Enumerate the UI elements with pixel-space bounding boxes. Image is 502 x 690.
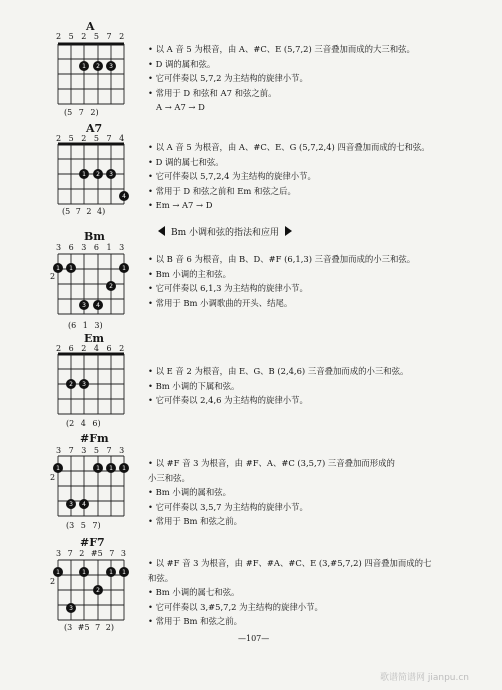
chord-description: • 以 B 音 6 为根音，由 B、D、#F (6,1,3) 三音叠加而成的小三和弦。 • Bm 小调的主和弦。 • 它可伴奏以 6,1,3 为主结构的旋律小节。 • 常用于 Bm 小调歌曲的开头、结尾。 bbox=[148, 254, 416, 308]
chord-name: Bm bbox=[84, 230, 105, 243]
left-triangle-icon bbox=[158, 226, 165, 236]
chord-tones: (5 7 2) bbox=[64, 108, 99, 117]
chord-tones: (2 4 6) bbox=[66, 419, 101, 428]
svg-text:1: 1 bbox=[82, 171, 86, 178]
right-triangle-icon bbox=[285, 226, 292, 236]
fret-number: 2 bbox=[50, 577, 56, 586]
chord-description: • 以 A 音 5 为根音，由 A、#C、E、G (5,7,2,4) 四音叠加而成的七和弦。 • D 调的属七和弦。 • 它可伴奏以 5,7,2,4 为主结构的旋律小节。 • 常用于 D 和弦之前和 Em 和弦之后。 • Em → A7 → D bbox=[148, 142, 430, 210]
chord-name: #Fm bbox=[80, 432, 109, 445]
svg-text:3: 3 bbox=[82, 302, 86, 309]
svg-text:1: 1 bbox=[109, 465, 113, 472]
svg-text:4: 4 bbox=[122, 193, 126, 200]
top-notes: 3 7 3 5 7 3 bbox=[56, 446, 125, 455]
fret-number: 2 bbox=[50, 473, 56, 482]
top-notes: 3 7 2 #5 7 3 bbox=[56, 549, 126, 558]
chord-description: • 以 #F 音 3 为根音，由 #F、#A、#C、E (3,#5,7,2) 四音叠加而成的七 和弦。 • Bm 小调的属七和弦。 • 它可伴奏以 3,#5,7,2 为主结构的旋律小节。 • 常用于 Bm 和弦之前。 bbox=[148, 558, 432, 626]
svg-text:3: 3 bbox=[82, 381, 86, 388]
watermark: 歌谱简谱网 jianpu.cn bbox=[380, 673, 470, 683]
svg-text:3: 3 bbox=[109, 63, 113, 70]
svg-text:2: 2 bbox=[109, 283, 113, 290]
chord-tones: (3 5 7) bbox=[66, 521, 101, 530]
chord-diagram bbox=[58, 560, 130, 624]
page-number: —107— bbox=[238, 634, 270, 643]
chord-diagram bbox=[58, 456, 130, 520]
svg-text:1: 1 bbox=[56, 569, 60, 576]
svg-text:3: 3 bbox=[69, 605, 73, 612]
top-notes: 2 6 2 4 6 2 bbox=[56, 344, 125, 353]
chord-tones: (5 7 2 4) bbox=[62, 207, 106, 216]
chord-description: • 以 #F 音 3 为根音，由 #F、A、#C (3,5,7) 三音叠加而形成的 小三和弦。 • Bm 小调的属和弦。 • 它可伴奏以 3,5,7 为主结构的旋律小节。 • 常用于 Bm 和弦之前。 bbox=[148, 458, 395, 526]
svg-text:1: 1 bbox=[69, 265, 73, 272]
chord-tones: (6 1 3) bbox=[68, 321, 103, 330]
svg-text:1: 1 bbox=[82, 569, 86, 576]
chord-name: #F7 bbox=[80, 536, 105, 549]
chord-name: Em bbox=[84, 332, 105, 345]
chord-tones: (3 #5 7 2) bbox=[64, 623, 114, 632]
chord-diagram bbox=[58, 354, 128, 418]
svg-text:2: 2 bbox=[96, 171, 100, 178]
svg-text:3: 3 bbox=[69, 501, 73, 508]
svg-text:1: 1 bbox=[122, 265, 126, 272]
fret-number: 2 bbox=[50, 272, 56, 281]
svg-text:4: 4 bbox=[96, 302, 100, 309]
chord-diagram bbox=[58, 44, 128, 108]
svg-text:1: 1 bbox=[82, 63, 86, 70]
top-notes: 3 6 3 6 1 3 bbox=[56, 243, 125, 252]
svg-text:1: 1 bbox=[122, 569, 126, 576]
top-notes: 2 5 2 5 7 2 bbox=[56, 32, 125, 41]
chord-description: • 以 E 音 2 为根音，由 E、G、B (2,4,6) 三音叠加而成的小三和弦。 • Bm 小调的下属和弦。 • 它可伴奏以 2,4,6 为主结构的旋律小节。 bbox=[148, 366, 409, 405]
chord-diagram bbox=[58, 254, 130, 318]
svg-text:1: 1 bbox=[109, 569, 113, 576]
svg-text:1: 1 bbox=[122, 465, 126, 472]
svg-text:2: 2 bbox=[96, 587, 100, 594]
section-heading: Bm 小调和弦的指法和应用 bbox=[158, 225, 292, 238]
chord-description: • 以 A 音 5 为根音，由 A、#C、E (5,7,2) 三音叠加而成的大三和弦。 • D 调的属和弦。 • 它可伴奏以 5,7,2 为主结构的旋律小节。 • 常用于 D 和弦和 A7 和弦之前。 A → A7 → D bbox=[148, 44, 415, 112]
finger-dots bbox=[53, 263, 129, 310]
svg-text:1: 1 bbox=[96, 465, 100, 472]
top-notes: 2 5 2 5 7 4 bbox=[56, 134, 125, 143]
chord-name: A bbox=[86, 20, 95, 33]
svg-text:3: 3 bbox=[109, 171, 113, 178]
svg-text:2: 2 bbox=[96, 63, 100, 70]
chord-diagram bbox=[58, 144, 134, 208]
svg-text:2: 2 bbox=[69, 381, 73, 388]
svg-text:1: 1 bbox=[56, 265, 60, 272]
svg-text:4: 4 bbox=[82, 501, 86, 508]
chord-name: A7 bbox=[86, 122, 103, 135]
svg-text:1: 1 bbox=[56, 465, 60, 472]
